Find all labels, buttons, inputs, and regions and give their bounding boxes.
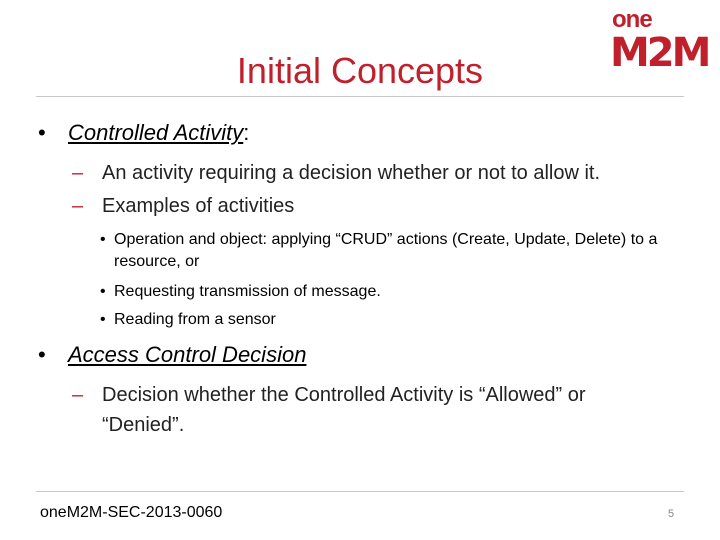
bullet-dot: • bbox=[38, 342, 46, 367]
dash-marker: – bbox=[72, 162, 84, 184]
sub-bullet-definition bbox=[72, 162, 600, 185]
footer-document-id: oneM2M-SEC-2013-0060 bbox=[40, 504, 223, 521]
bullet-access-control bbox=[38, 342, 306, 368]
example-sensor-text: Reading from a sensor bbox=[114, 311, 276, 328]
example-transmission-text: Requesting transmission of message. bbox=[114, 283, 381, 300]
sub-bullet-examples bbox=[72, 195, 294, 218]
example-crud-text: Operation and object: applying “CRUD” actions (Create, Update, Delete) to a resource, or bbox=[114, 231, 658, 270]
onem2m-logo bbox=[608, 6, 712, 76]
decision-text-line2: “Denied”. bbox=[102, 414, 185, 436]
sub-bullet-decision bbox=[72, 380, 586, 440]
example-transmission bbox=[100, 281, 674, 303]
bullet-dot: • bbox=[100, 311, 106, 328]
bullet-dot: • bbox=[100, 283, 106, 300]
logo-one-text: one bbox=[612, 6, 652, 33]
title-divider bbox=[36, 96, 684, 97]
example-sensor bbox=[100, 309, 674, 331]
bullet-dot: • bbox=[38, 120, 46, 145]
definition-text: An activity requiring a decision whether or not to allow it. bbox=[102, 162, 601, 184]
dash-marker: – bbox=[72, 195, 84, 217]
dash-marker: – bbox=[72, 384, 84, 406]
term-colon: : bbox=[243, 120, 250, 145]
slide-title: Initial Concepts bbox=[236, 50, 484, 91]
logo-m2m-text: M2M bbox=[610, 30, 709, 76]
term-controlled-activity: Controlled Activity bbox=[68, 120, 244, 145]
decision-text-line1: Decision whether the Controlled Activity is “Allowed” or bbox=[102, 384, 586, 406]
example-crud bbox=[100, 229, 674, 273]
bullet-dot: • bbox=[100, 231, 106, 248]
term-access-control-decision: Access Control Decision bbox=[68, 342, 307, 367]
footer-divider bbox=[36, 491, 684, 492]
page-number: 5 bbox=[668, 508, 675, 520]
examples-text: Examples of activities bbox=[102, 195, 295, 217]
bullet-controlled-activity bbox=[38, 120, 249, 146]
